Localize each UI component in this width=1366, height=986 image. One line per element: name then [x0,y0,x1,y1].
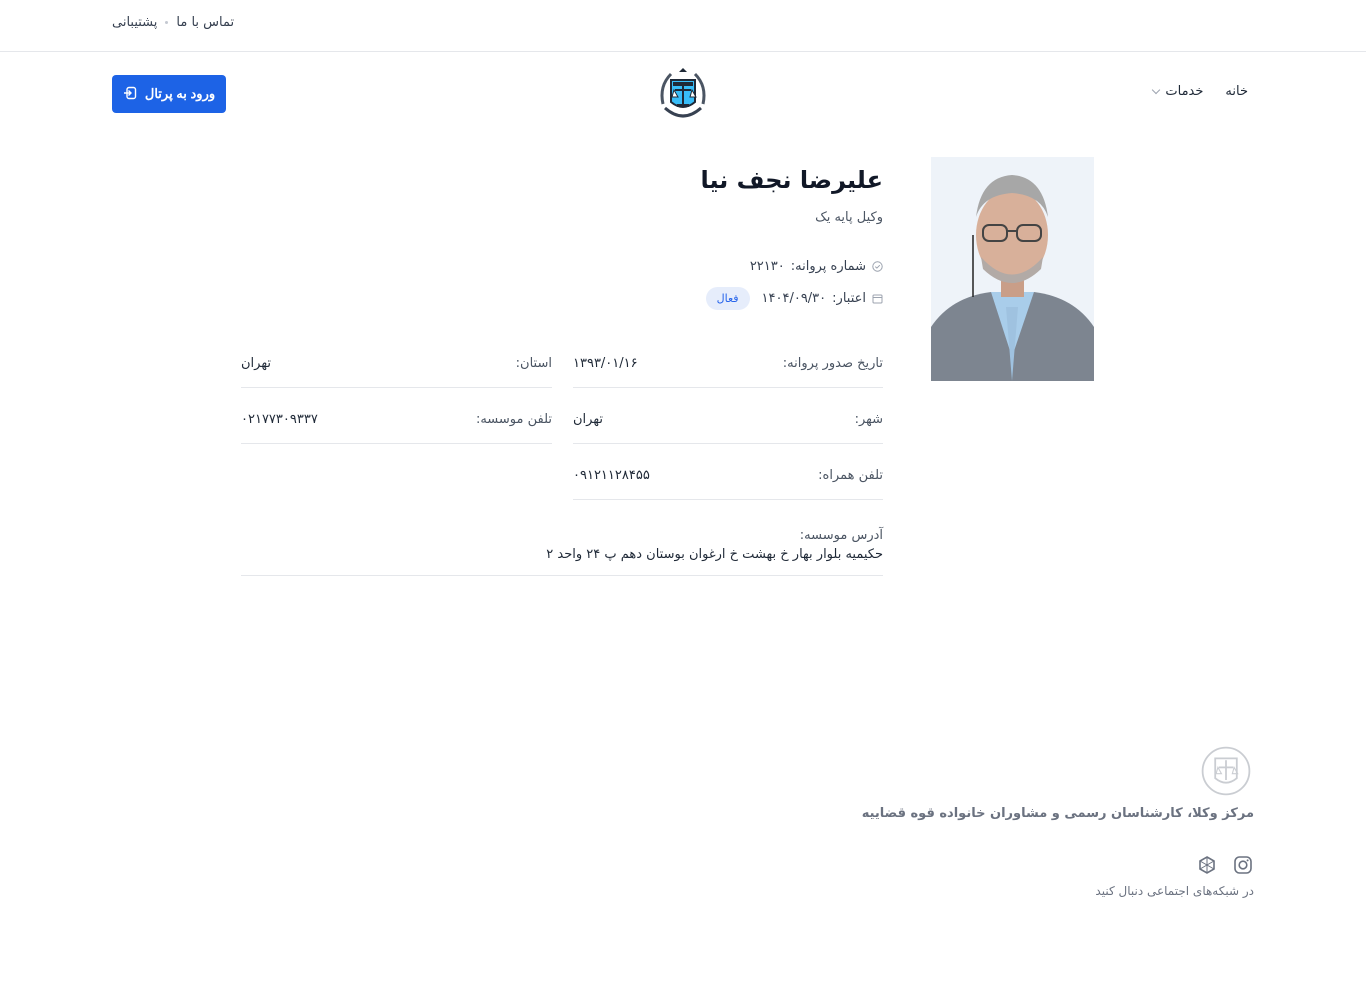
address-field [241,528,883,576]
issue-date-value: ۱۳۹۳/۰۱/۱۶ [573,356,638,371]
main-nav [1153,84,1248,99]
instagram-icon[interactable] [1232,854,1254,876]
nav-home-label: خانه [1225,84,1248,99]
office-phone-value: ۰۲۱۷۷۳۰۹۳۳۷ [241,412,318,427]
portal-login-button[interactable] [112,75,226,113]
rubika-icon[interactable] [1196,854,1218,876]
validity-date: ۱۴۰۴/۰۹/۳۰ [761,291,827,306]
license-row [750,259,883,274]
issue-date-field [573,356,883,388]
check-circle-icon [872,261,883,272]
social-follow-text: در شبکه‌های اجتماعی دنبال کنید [1095,884,1254,898]
mobile-field [573,468,883,500]
contact-link[interactable]: تماس با ما [176,15,235,30]
city-label: شهر: [854,412,883,427]
validity-row [706,287,883,310]
province-value: تهران [241,356,271,371]
city-field [573,412,883,444]
chevron-down-icon [1152,86,1160,94]
support-link[interactable]: پشتیبانی [112,15,158,30]
license-label: شماره پروانه: [790,259,866,274]
lawyer-title: وکیل پایه یک [815,210,883,225]
social-links [1196,854,1254,876]
address-label: آدرس موسسه: [799,528,883,543]
office-phone-field [241,412,552,444]
lawyer-photo [931,157,1094,381]
top-bar [0,0,1366,52]
license-number: ۲۲۱۳۰ [749,259,785,274]
validity-label: اعتبار: [832,291,866,306]
office-phone-label: تلفن موسسه: [475,412,552,427]
login-icon [123,86,137,103]
province-field [241,356,552,388]
address-value: حکیمیه بلوار بهار خ بهشت خ ارغوان بوستان دهم پ ۲۴ واحد ۲ [546,547,883,562]
nav-item-home[interactable] [1225,84,1248,99]
portal-login-label: ورود به پرتال [144,86,216,101]
footer-logo [1199,744,1253,798]
nav-item-services[interactable] [1153,84,1203,99]
mobile-value: ۰۹۱۲۱۱۲۸۴۵۵ [573,468,650,483]
nav-services-label: خدمات [1165,84,1204,99]
footer-org-name: مرکز وکلا، کارشناسان رسمی و مشاوران خانواده قوه قضاییه [861,806,1254,821]
judiciary-logo[interactable] [653,64,713,124]
lawyer-name: علیرضا نجف نیا [700,166,883,194]
mobile-label: تلفن همراه: [818,468,883,483]
issue-date-label: تاریخ صدور پروانه: [782,356,883,371]
status-badge: فعال [706,287,750,310]
top-links [112,15,234,30]
calendar-icon [872,293,883,304]
separator-dot [165,21,168,24]
province-label: استان: [515,356,552,371]
city-value: تهران [573,412,603,427]
